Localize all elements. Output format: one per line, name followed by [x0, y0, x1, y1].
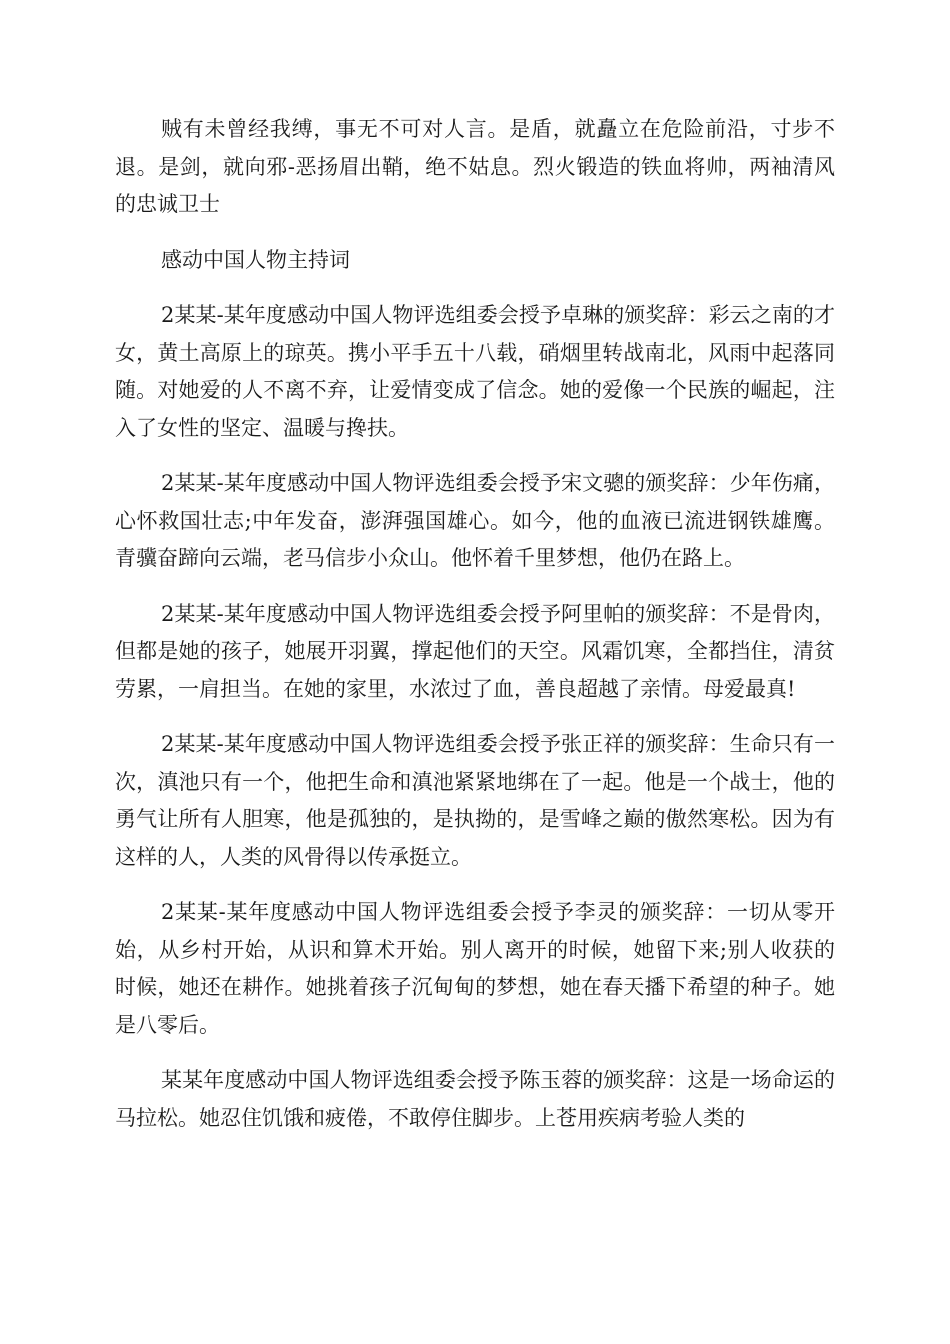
document-page [115, 111, 835, 1155]
paragraph-zhuolin: 2某某-某年度感动中国人物评选组委会授予卓琳的颁奖辞：彩云之南的才女，黄土高原上的琼英。携小平手五十八载，硝烟里转战南北，风雨中起落同随。对她爱的人不离不弃，让爱情变成了信念。她的爱像一个民族的崛起，注入了女性的坚定、温暖与搀扶。 [115, 303, 835, 440]
section-heading: 感动中国人物主持词 [161, 247, 350, 272]
paragraph-chenyurong: 某某年度感动中国人物评选组委会授予陈玉蓉的颁奖辞：这是一场命运的马拉松。她忍住饥饿和疲倦，不敢停住脚步。上苍用疾病考验人类的 [115, 1068, 835, 1130]
paragraph-songwencong: 2某某-某年度感动中国人物评选组委会授予宋文骢的颁奖辞：少年伤痛，心怀救国壮志;中年发奋，澎湃强国雄心。如今，他的血液已流进钢铁雄鹰。青骥奋蹄向云端，老马信步小众山。他怀着千里梦想，他仍在路上。 [115, 471, 835, 570]
paragraph-zhangzhengxiang: 2某某-某年度感动中国人物评选组委会授予张正祥的颁奖辞：生命只有一次，滇池只有一个，他把生命和滇池紧紧地绑在了一起。他是一个战士，他的勇气让所有人胆寒，他是孤独的，是执拗的，是雪峰之巅的傲然寒松。因为有这样的人，人类的风骨得以传承挺立。 [115, 732, 835, 869]
paragraph-liling: 2某某-某年度感动中国人物评选组委会授予李灵的颁奖辞：一切从零开始，从乡村开始，从识和算术开始。别人离开的时候，她留下来;别人收获的时候，她还在耕作。她挑着孩子沉甸甸的梦想，她在春天播下希望的种子。她是八零后。 [115, 900, 835, 1037]
paragraph-alipa: 2某某-某年度感动中国人物评选组委会授予阿里帕的颁奖辞：不是骨肉，但都是她的孩子，她展开羽翼，撑起他们的天空。风霜饥寒，全都挡住，清贫劳累，一肩担当。在她的家里，水浓过了血，善良超越了亲情。母爱最真! [115, 601, 835, 701]
paragraph-opening: 贼有未曾经我缚，事无不可对人言。是盾，就矗立在危险前沿，寸步不退。是剑，就向邪-恶扬眉出鞘，绝不姑息。烈火锻造的铁血将帅，两袖清风的忠诚卫士 [115, 117, 835, 216]
